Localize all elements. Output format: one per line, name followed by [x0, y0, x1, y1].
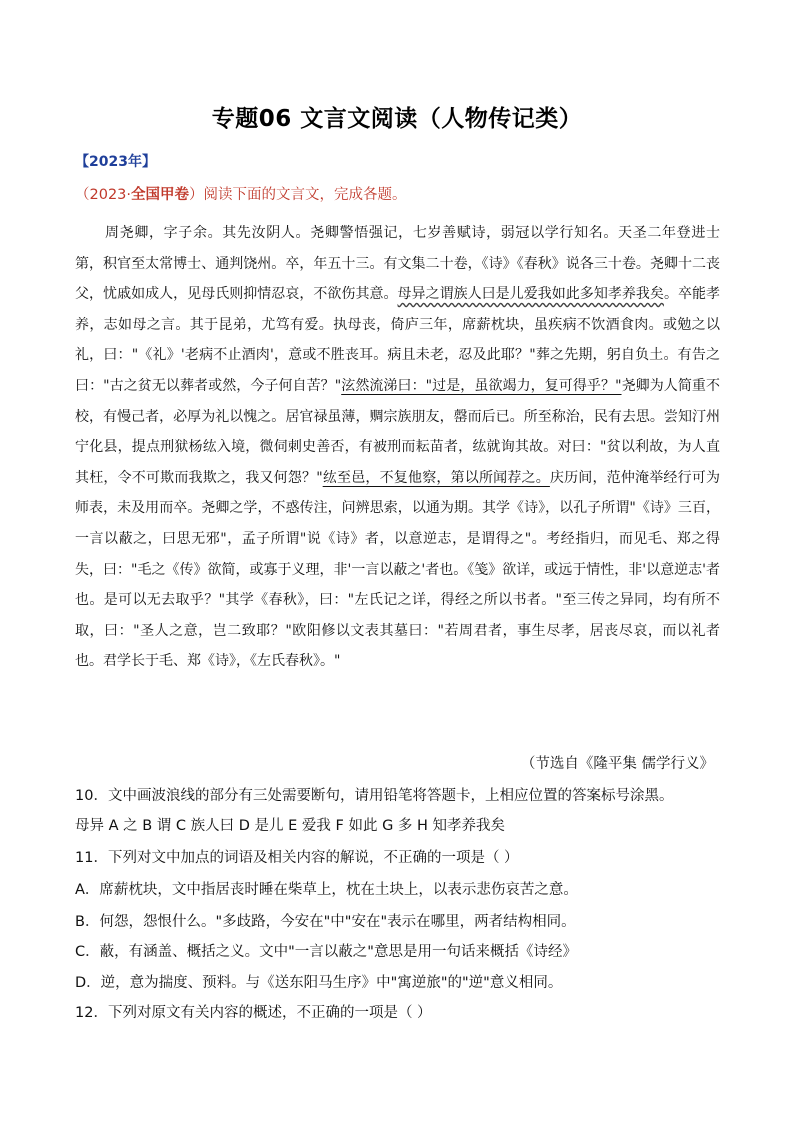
passage-text-2: 。卒能孝养，志如母之言。其于昆弟，尤笃有爱。执母丧，倚庐三年，席薪枕块，虽疾病不饮酒食肉。或勉之以礼，曰："《礼》'老病不止酒肉'，意或不胜丧耳。病且未老，忍及此耶？"葬之先期，躬自负土。有告之曰："古之贫无以葬者或然，今子何自苦？" [75, 286, 721, 394]
intro-text: 阅读下面的文言文，完成各题。 [203, 187, 407, 203]
question-10-options: 母异 A 之 B 谓 C 族人曰 D 是儿 E 爱我 F 如此 G 多 H 知孝养我矣 [75, 818, 506, 834]
passage-text-3: 尧卿为人简重不校，有慢己者，必厚为礼以愧之。居官禄虽薄，赒宗族朋友，罄而后已。所至称治，民有去思。尝知汀州宁化县，提点刑狱杨纮入境，微伺刺史善否，有被刑而耘苗者，纮就询其故。对曰："贫以利故，为人直其枉，令不可欺而我欺之，我又何怨？" [75, 377, 720, 486]
year-header: 【2023年】 [75, 154, 156, 170]
question-11-option-a: A．席薪枕块，文中指居丧时睡在柴草上，枕在土块上，以表示悲伤哀苦之意。 [75, 882, 578, 898]
question-11-option-d: D．逆，意为揣度、预料。与《送东阳马生序》中"寓逆旅"的"逆"意义相同。 [75, 975, 563, 991]
intro-source-prefix: （2023· [75, 187, 132, 203]
underlined-sentence-1: 泫然流涕曰："过是，虽欲竭力，复可得乎？" [341, 377, 622, 394]
question-12: 12．下列对原文有关内容的概述，不正确的一项是（ ） [75, 1005, 432, 1021]
question-11: 11．下列对文中加点的词语及相关内容的解说，不正确的一项是（ ） [75, 850, 519, 866]
intro-source-suffix: ） [189, 187, 204, 203]
underlined-sentence-2: 纮至邑，不复他察，第以所闻荐之。 [322, 469, 550, 486]
question-11-option-b: B．何怨，怨恨什么。"多歧路，今安在"中"安在"表示在哪里，两者结构相同。 [75, 914, 576, 930]
source-note: （节选自《隆平集 儒学行义》 [520, 756, 714, 772]
question-11-option-c: C．蔽，有涵盖、概括之义。文中"一言以蔽之"意思是用一句话来概括《诗经》 [75, 944, 577, 960]
wavy-underlined-text: 母异之谓族人曰是儿爱我如此多知孝养我矣 [397, 286, 664, 303]
classical-passage [75, 218, 720, 677]
intro-source-name: 全国甲卷 [131, 187, 190, 203]
passage-text-4: 庆历间，范仲淹举经行可为师表，未及用而卒。尧卿之学，不惑传注，问辨思索，以通为期。其学《诗》，以孔子所谓"《诗》三百，一言以蔽之，曰思无邪"，孟子所谓"说《诗》者，以意逆志，是谓得之"。考经指归，而见毛、郑之得失，曰："毛之《传》欲简，或寡于义理，非'一言以蔽之'者也。《笺》欲详，或远于情性，非'以意逆志'者也。是可以无去取乎？"其学《春秋》，曰："左氏记之详，得经之所以书者。"至三传之异同，均有所不取，曰："圣人之意，岂二致耶？"欧阳修以文表其墓曰："若周君者，事生尽孝，居丧尽哀，而以礼者也。君学长于毛、郑《诗》，《左氏春秋》。" [75, 469, 720, 670]
passage-text-1: 周尧卿，字子余。其先汝阴人。尧卿警悟强记，七岁善赋诗，弱冠以学行知名。天圣二年登进士第，积官至太常博士、通判饶州。卒，年五十三。有文集二十卷，《诗》《春秋》说各三十卷。尧卿十二丧父，忧戚如成人，见母氏则抑情忍哀，不欲伤其意。 [75, 225, 720, 303]
page-title: 专题06 文言文阅读（人物传记类） [211, 106, 583, 132]
question-intro [75, 183, 407, 204]
question-10: 10．文中画波浪线的部分有三处需要断句，请用铅笔将答题卡，上相应位置的答案标号涂黑。 [75, 788, 674, 804]
